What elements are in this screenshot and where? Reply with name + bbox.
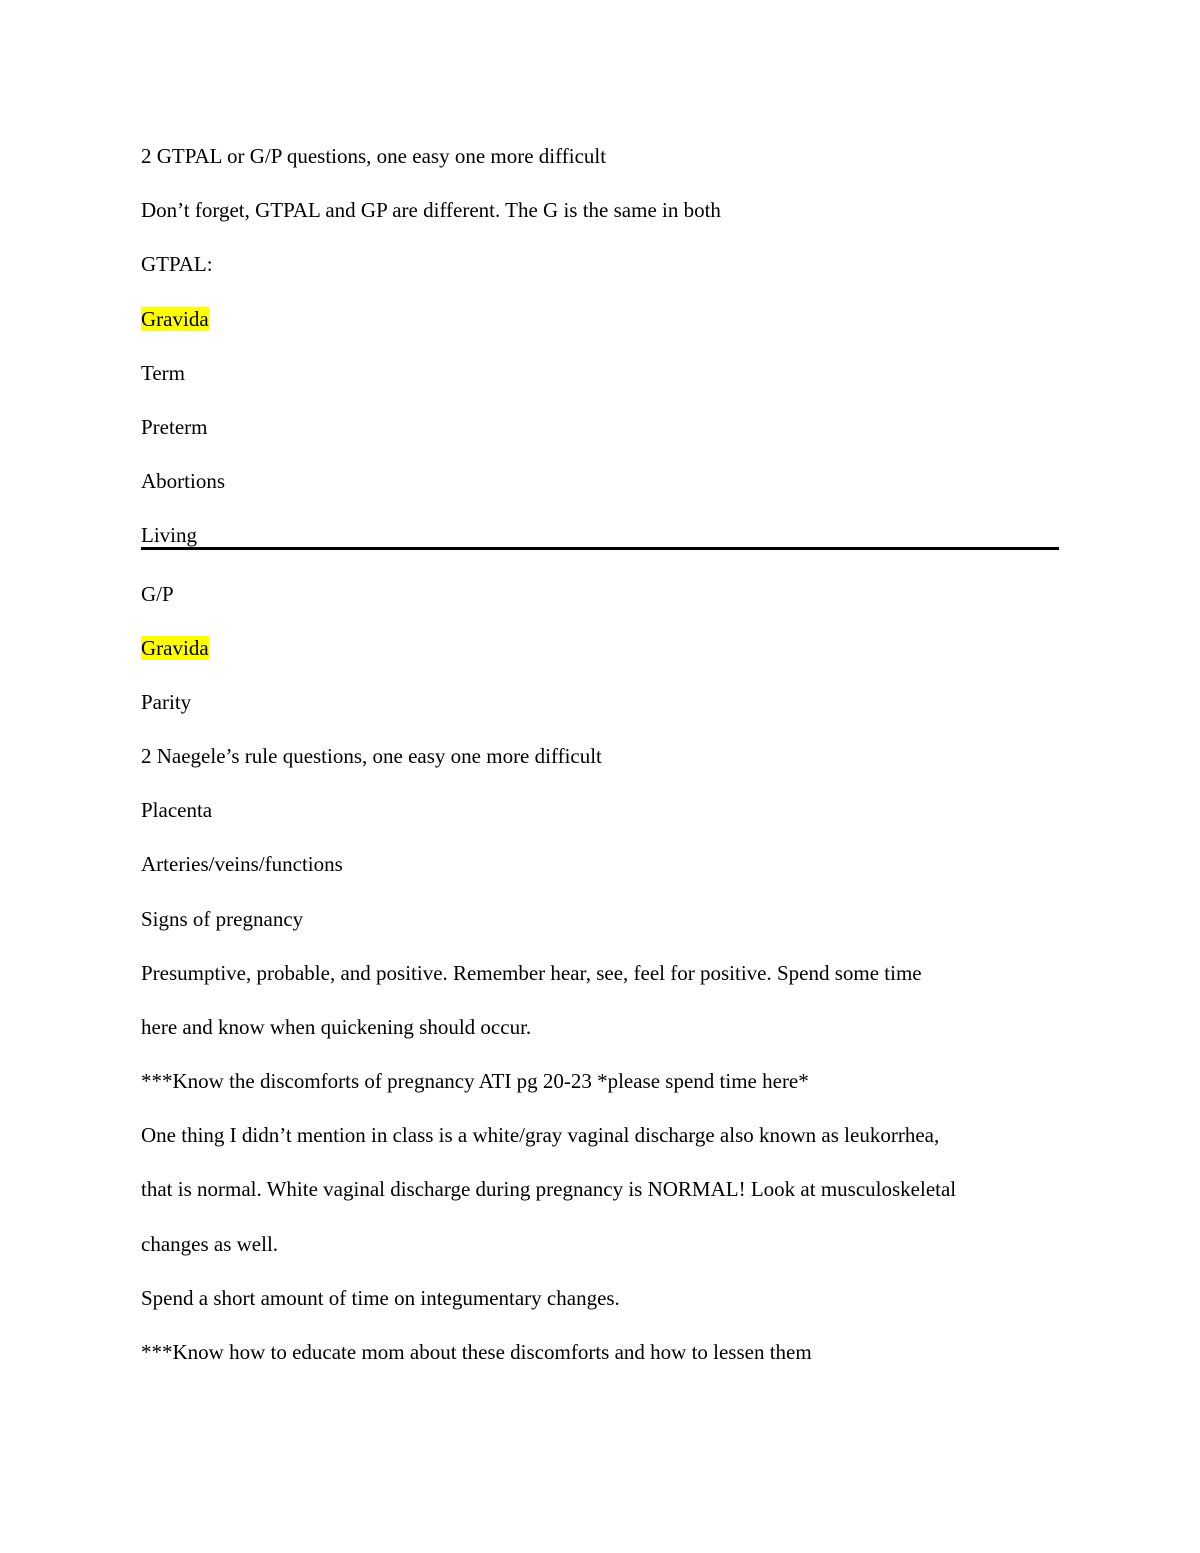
discomforts-line-1: One thing I didn’t mention in class is a white/gray vaginal discharge also known as leukorrhea, <box>141 1123 940 1147</box>
naegele-text: 2 Naegele’s rule questions, one easy one more difficult <box>141 744 602 768</box>
placenta-text: Arteries/veins/functions <box>141 852 343 876</box>
discomforts-line-4: Spend a short amount of time on integumentary changes. <box>141 1286 620 1310</box>
gtpal-item-preterm: Preterm <box>141 415 208 439</box>
gtpal-intro-text: 2 GTPAL or G/P questions, one easy one more difficult <box>141 144 607 168</box>
signs-heading: Signs of pregnancy <box>141 907 304 931</box>
gtpal-item-gravida <box>141 306 209 332</box>
gp-item-parity: Parity <box>141 690 192 714</box>
gtpal-item-living: Living <box>141 523 197 547</box>
gp-item-gravida <box>141 635 209 661</box>
gtpal-heading: GTPAL: <box>141 252 213 276</box>
discomforts-line-2: that is normal. White vaginal discharge during pregnancy is NORMAL! Look at musculoskeletal <box>141 1177 957 1201</box>
discomforts-line-3: changes as well. <box>141 1232 279 1256</box>
discomforts-heading: ***Know the discomforts of pregnancy ATI pg 20-23 *please spend time here* <box>141 1069 809 1093</box>
placenta-heading: Placenta <box>141 798 213 822</box>
gtpal-item-term: Term <box>141 361 186 385</box>
highlighted-text: Gravida <box>141 636 209 660</box>
signs-line-2: here and know when quickening should occur. <box>141 1015 532 1039</box>
horizontal-rule <box>141 547 1059 550</box>
signs-line-1: Presumptive, probable, and positive. Remember hear, see, feel for positive. Spend some time <box>141 961 922 985</box>
highlighted-text: Gravida <box>141 307 209 331</box>
gtpal-item-abortions: Abortions <box>141 469 225 493</box>
gp-heading: G/P <box>141 582 174 606</box>
gtpal-note-text: Don’t forget, GTPAL and GP are different. The G is the same in both <box>141 198 721 222</box>
discomforts-line-5: ***Know how to educate mom about these discomforts and how to lessen them <box>141 1340 812 1364</box>
